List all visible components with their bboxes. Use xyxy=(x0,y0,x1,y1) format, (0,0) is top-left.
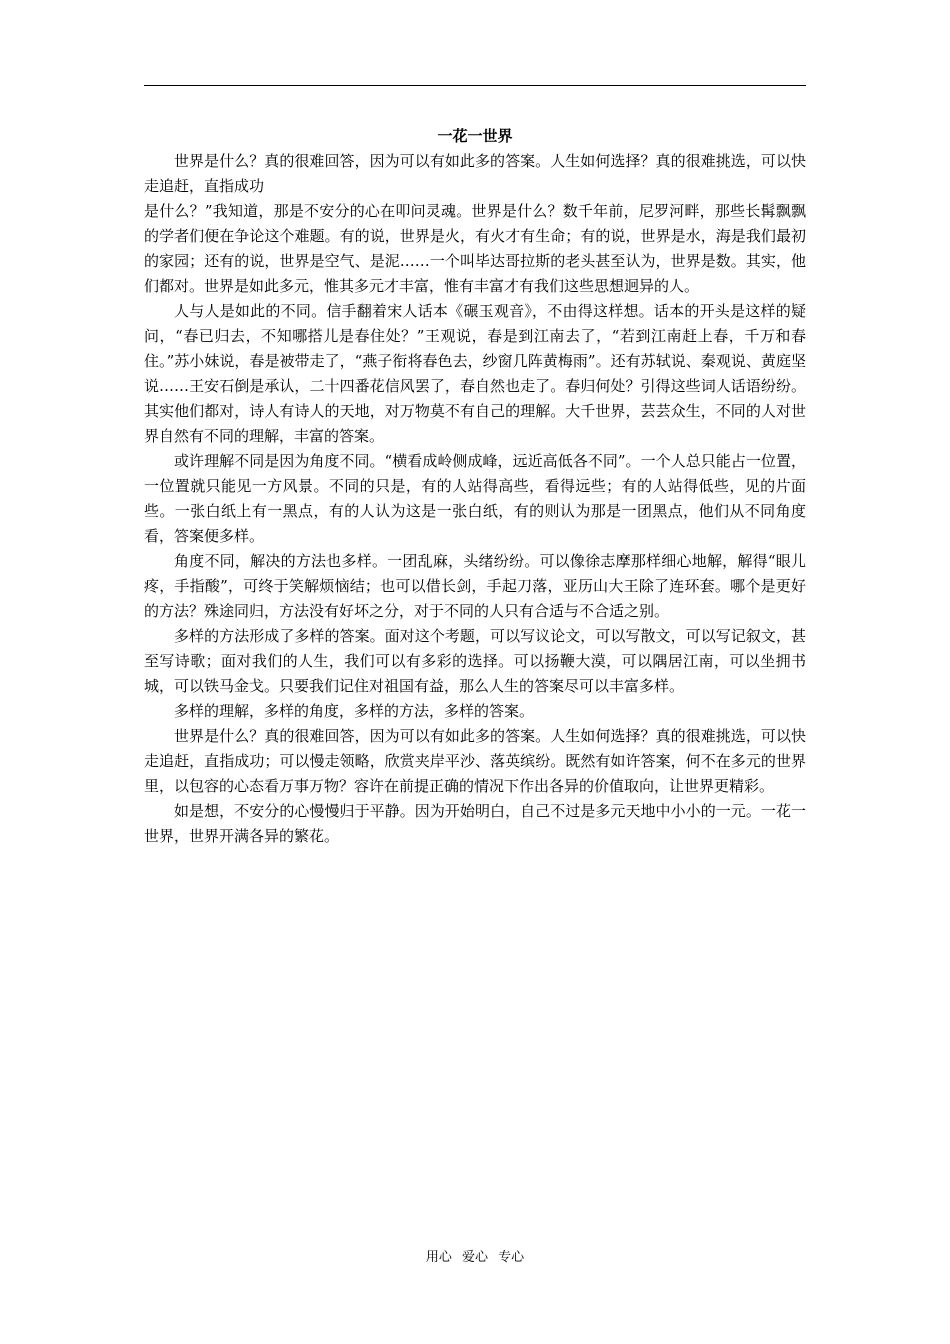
paragraph-6: 多样的方法形成了多样的答案。面对这个考题，可以写议论文，可以写散文，可以写记叙文，甚至写诗歌；面对我们的人生，我们可以有多彩的选择。可以扬鞭大漠，可以隅居江南，可以坐拥书城，可以铁马金戈。只要我们记住对祖国有益，那么人生的答案尽可以丰富多样。 xyxy=(144,627,806,695)
paragraph-3: 人与人是如此的不同。信手翻着宋人话本《碾玉观音》，不由得这样想。话本的开头是这样的疑问，“春已归去，不知哪搭儿是春住处？”王观说，春是到江南去了，“若到江南赶上春，千万和春住。”苏小妹说，春是被带走了，“燕子衔将春色去，纱窗几阵黄梅雨”。还有苏轼说、秦观说、黄庭坚说……王安石倒是承认，二十四番花信风罢了，春自然也走了。春归何处？引得这些词人话语纷纷。其实他们都对，诗人有诗人的天地，对万物莫不有自己的理解。大千世界，芸芸众生，不同的人对世界自然有不同的理解，丰富的答案。 xyxy=(144,302,806,445)
paragraph-7: 多样的理解，多样的角度，多样的方法，多样的答案。 xyxy=(174,702,535,720)
page-footer: 用心 爱心 专心 xyxy=(425,1250,525,1265)
paragraph-1: 世界是什么？真的很难回答，因为可以有如此多的答案。人生如何选择？真的很难挑选，可以快走追赶，直指成功 xyxy=(144,152,806,195)
header-rule xyxy=(144,85,806,86)
paragraph-9: 如是想，不安分的心慢慢归于平静。因为开始明白，自己不过是多元天地中小小的一元。一花一世界，世界开满各异的繁花。 xyxy=(144,802,806,845)
paragraph-4: 或许理解不同是因为角度不同。“横看成岭侧成峰，远近高低各不同”。一个人总只能占一位置，一位置就只能见一方风景。不同的只是，有的人站得高些，看得远些；有的人站得低些，见的片面些。一张白纸上有一黑点，有的人认为这是一张白纸，有的则认为那是一团黑点，他们从不同角度看，答案便多样。 xyxy=(144,452,806,545)
paragraph-8: 世界是什么？真的很难回答，因为可以有如此多的答案。人生如何选择？真的很难挑选，可以快走追赶，直指成功；可以慢走领略，欣赏夹岸平沙、落英缤纷。既然有如许答案，何不在多元的世界里，以包容的心态看万事万物？容许在前提正确的情况下作出各异的价值取向，让世界更精彩。 xyxy=(144,727,806,795)
paragraph-5: 角度不同，解决的方法也多样。一团乱麻，头绪纷纷。可以像徐志摩那样细心地解，解得“眼儿疼，手指酸”，可终于笑解烦恼结；也可以借长剑，手起刀落，亚历山大王除了连环套。哪个是更好的方法？殊途同归，方法没有好坏之分，对于不同的人只有合适与不合适之别。 xyxy=(144,552,806,620)
paragraph-2: 是什么？”我知道，那是不安分的心在叩问灵魂。世界是什么？数千年前，尼罗河畔，那些长髯飘飘的学者们便在争论这个难题。有的说，世界是火，有火才有生命；有的说，世界是水，海是我们最初的家园；还有的说，世界是空气、是泥……一个叫毕达哥拉斯的老头甚至认为，世界是数。其实，他们都对。世界是如此多元，惟其多元才丰富，惟有丰富才有我们这些思想迥异的人。 xyxy=(144,202,806,295)
document-title: 一花一世界 xyxy=(437,127,513,145)
document-body xyxy=(144,124,806,849)
